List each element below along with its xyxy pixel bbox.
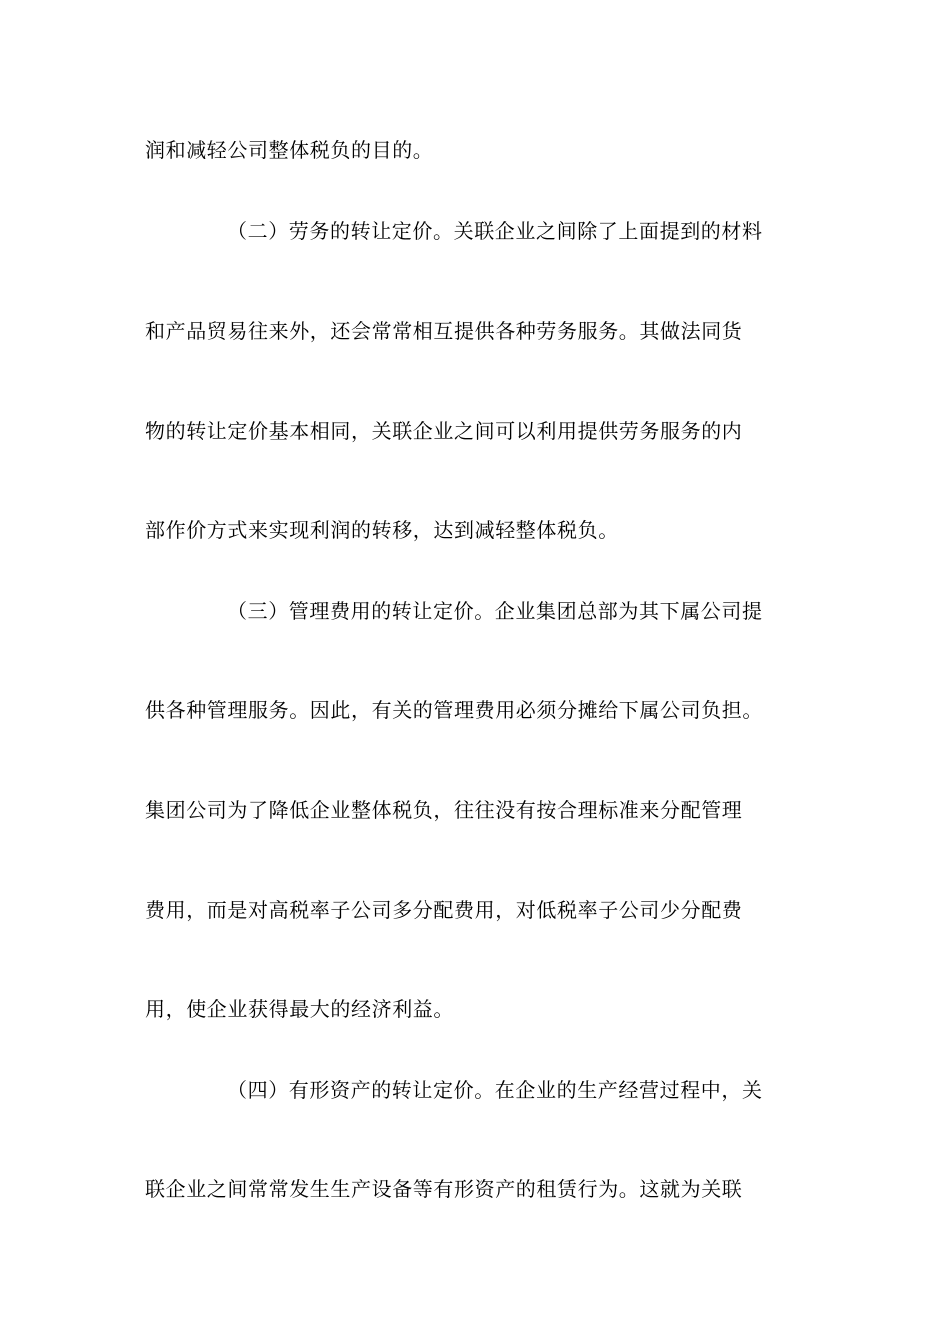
text-line: 联企业之间常常发生生产设备等有形资产的租赁行为。这就为关联 [145, 1177, 743, 1201]
paragraph-heading-3: （三）管理费用的转让定价。企业集团总部为其下属公司提 [227, 599, 763, 623]
text-line: 物的转让定价基本相同，关联企业之间可以利用提供劳务服务的内 [145, 419, 743, 443]
text-line: 费用，而是对高税率子公司多分配费用，对低税率子公司少分配费 [145, 898, 743, 922]
text-line: 集团公司为了降低企业整体税负，往往没有按合理标准来分配管理 [145, 798, 743, 822]
text-line: 润和减轻公司整体税负的目的。 [145, 138, 434, 162]
paragraph-heading-2: （二）劳务的转让定价。关联企业之间除了上面提到的材料 [227, 219, 763, 243]
paragraph-heading-4: （四）有形资产的转让定价。在企业的生产经营过程中，关 [227, 1078, 763, 1102]
text-line: 供各种管理服务。因此，有关的管理费用必须分摊给下属公司负担。 [145, 698, 763, 722]
text-line: 和产品贸易往来外，还会常常相互提供各种劳务服务。其做法同货 [145, 319, 743, 343]
text-line: 部作价方式来实现利润的转移，达到减轻整体税负。 [145, 518, 619, 542]
text-line: 用，使企业获得最大的经济利益。 [145, 997, 454, 1021]
